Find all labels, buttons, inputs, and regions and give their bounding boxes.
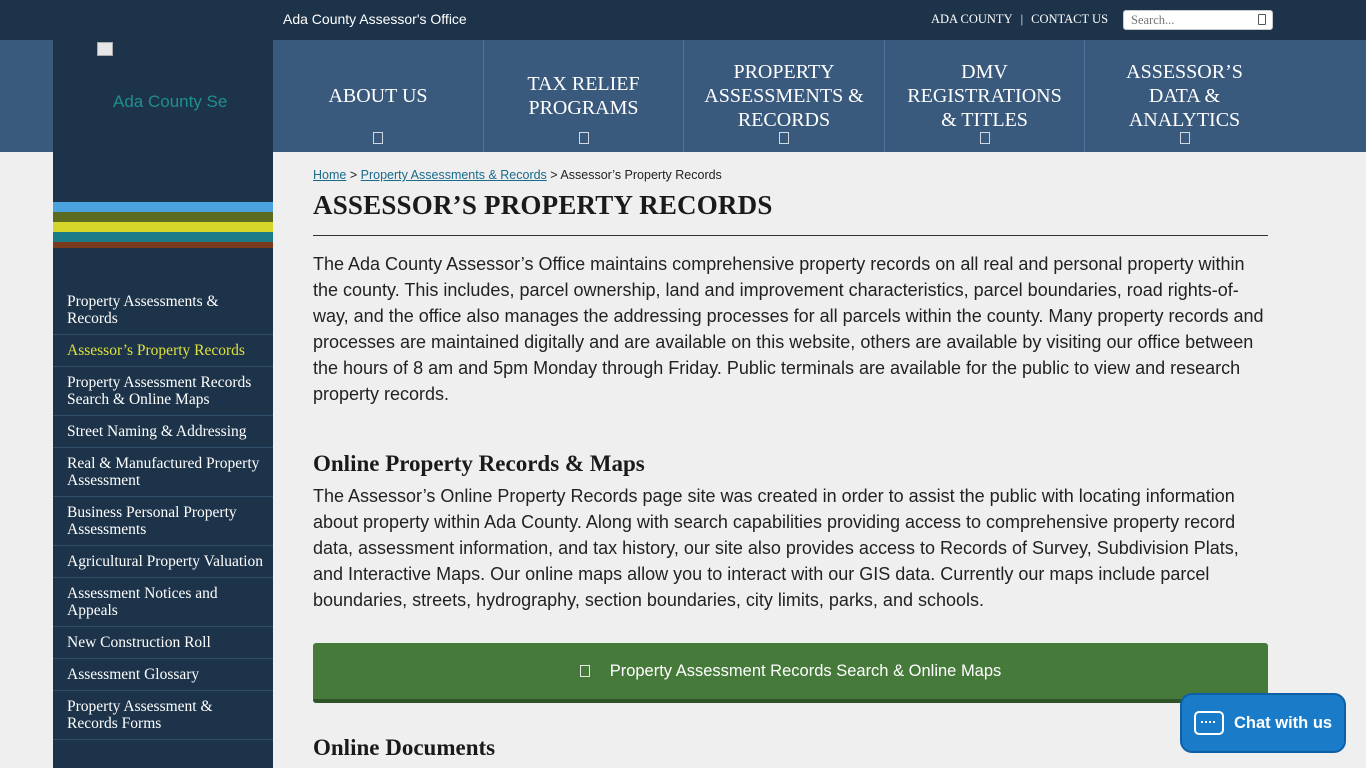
- breadcrumb-parent[interactable]: Property Assessments & Records: [360, 168, 547, 182]
- dropdown-icon: [579, 132, 589, 144]
- sidebar-item-records-search[interactable]: Property Assessment Records Search & Online Maps: [53, 367, 273, 416]
- chat-button[interactable]: [1180, 693, 1346, 753]
- utility-links: [931, 12, 1108, 27]
- sidebar-item-forms[interactable]: Property Assessment & Records Forms: [53, 691, 273, 740]
- section-title-online-records: Online Property Records & Maps: [313, 451, 645, 476]
- online-records-paragraph: The Assessor’s Online Property Records page site was created in order to assist the public with locating information about property within Ada County. Along with search capabilities providing access to comprehensive property record data, assessment information, and tax history, our site also provides access to Records of Survey, Subdivision Plats, and Interactive Maps. Our online maps allow you to interact with our GIS data. Currently our maps include parcel boundaries, streets, hydrography, section boundaries, city limits, parks, and schools.: [313, 486, 1239, 610]
- stripe-teal: [53, 232, 273, 242]
- section-title-online-documents: Online Documents: [313, 735, 496, 760]
- nav-item-label: PROPERTY ASSESSMENTS & RECORDS: [704, 61, 864, 131]
- dropdown-icon: [779, 132, 789, 144]
- nav-item-label: ASSESSOR’S DATA & ANALYTICS: [1126, 61, 1243, 131]
- nav-item-property-assessments[interactable]: [683, 40, 884, 152]
- sidebar-item-new-construction[interactable]: New Construction Roll: [53, 627, 273, 659]
- sidebar-item-glossary[interactable]: Assessment Glossary: [53, 659, 273, 691]
- dropdown-icon: [1180, 132, 1190, 144]
- sidebar-item-street-naming[interactable]: Street Naming & Addressing: [53, 416, 273, 448]
- sidebar-nav: [53, 286, 273, 740]
- sidebar-item-property-assessments[interactable]: Property Assessments & Records: [53, 286, 273, 335]
- breadcrumb-separator: >: [349, 168, 358, 182]
- search-icon[interactable]: [1258, 14, 1266, 25]
- sidebar-item-agricultural[interactable]: Agricultural Property Valuation: [53, 546, 273, 578]
- records-search-button[interactable]: [313, 643, 1268, 703]
- nav-item-label: DMV REGISTRATIONS & TITLES: [907, 61, 1062, 131]
- top-bar: [0, 0, 1366, 40]
- sidebar: [53, 40, 273, 768]
- search-input[interactable]: [1124, 12, 1244, 30]
- nav-item-dmv[interactable]: [884, 40, 1084, 152]
- dropdown-icon: [980, 132, 990, 144]
- breadcrumb-current: Assessor’s Property Records: [560, 168, 722, 182]
- chat-bubble-icon: [1194, 711, 1224, 735]
- stripe-yellow: [53, 222, 273, 232]
- nav-item-label: TAX RELIEF PROGRAMS: [527, 73, 640, 119]
- contact-us-link[interactable]: CONTACT US: [1031, 12, 1109, 26]
- breadcrumb-home[interactable]: Home: [313, 168, 347, 182]
- color-stripes: [53, 202, 273, 248]
- logo-alt-text: Ada County Se: [113, 92, 228, 111]
- intro-paragraph: The Ada County Assessor’s Office maintains comprehensive property records on all real and personal property within the county. This includes, parcel ownership, land and improvement characteristics, parcel boundaries, road rights-of-way, and the office also manages the addressing processes for all parcels within the county. Many property records and processes are maintained digitally and are available on this website, others are available by visiting our office between the hours of 8 am and 5pm Monday through Friday. Public terminals are available for the public to view and research property records.: [313, 254, 1264, 404]
- link-icon: [580, 665, 590, 677]
- nav-item-about-us[interactable]: [273, 40, 483, 152]
- stripe-olive: [53, 212, 273, 222]
- link-separator: |: [1020, 12, 1024, 26]
- breadcrumb-separator: >: [550, 168, 558, 182]
- stripe-blue: [53, 202, 273, 212]
- records-search-button-label: Property Assessment Records Search & Online Maps: [609, 661, 1002, 680]
- broken-image-icon: [97, 42, 113, 56]
- sidebar-item-business-personal[interactable]: Business Personal Property Assessments: [53, 497, 273, 546]
- chat-button-label: Chat with us: [1234, 713, 1333, 732]
- nav-item-label: ABOUT US: [328, 85, 428, 107]
- search-box: [1123, 10, 1273, 30]
- sidebar-item-assessors-property-records[interactable]: Assessor’s Property Records: [53, 335, 273, 367]
- stripe-brown: [53, 242, 273, 248]
- sidebar-item-real-manufactured[interactable]: Real & Manufactured Property Assessment: [53, 448, 273, 497]
- dropdown-icon: [373, 132, 383, 144]
- ada-county-link[interactable]: ADA COUNTY: [931, 12, 1013, 26]
- site-logo[interactable]: [97, 42, 277, 162]
- breadcrumb: [313, 168, 1268, 182]
- office-name: Ada County Assessor's Office: [283, 11, 467, 27]
- main-nav: [273, 40, 1284, 152]
- main-content: [313, 152, 1268, 761]
- nav-item-data-analytics[interactable]: [1084, 40, 1284, 152]
- sidebar-item-notices-appeals[interactable]: Assessment Notices and Appeals: [53, 578, 273, 627]
- nav-item-tax-relief[interactable]: [483, 40, 683, 152]
- page-title: ASSESSOR’S PROPERTY RECORDS: [313, 190, 1268, 236]
